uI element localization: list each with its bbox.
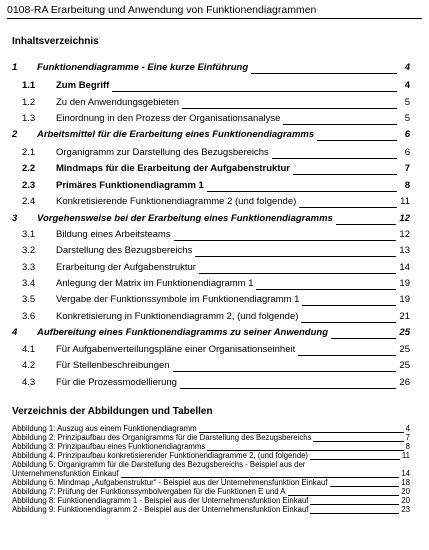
leader-line (283, 124, 397, 125)
toc-entry-number: 1 (12, 62, 18, 73)
figure-entry-title: Abbildung 3: Prinzipaufbau eines Funktionendiagramms (12, 442, 206, 451)
toc-entry[interactable] (12, 245, 410, 258)
document-header: 0108-RA Erarbeitung und Anwendung von Funktionendiagrammen (7, 4, 422, 19)
toc-entry-number: 3.4 (22, 278, 36, 289)
toc-entry-title: Vorgehensweise bei der Erarbeitung eines Funktionendiagramms (37, 213, 333, 224)
leader-line (298, 355, 396, 356)
toc-entry[interactable] (12, 278, 410, 291)
toc-entry[interactable] (12, 129, 410, 142)
leader-line (251, 73, 397, 74)
toc-entry-page: 25 (399, 360, 410, 371)
toc-entry[interactable] (12, 147, 410, 160)
leader-line (199, 273, 396, 274)
toc-entry-number: 2.4 (22, 196, 36, 207)
figure-entry-title: Abbildung 2: Prinzipaufbau des Organigramms für die Darstellung des Bezugsbereichs (12, 433, 312, 442)
toc-entry-title: Für die Prozessmodellierung (56, 377, 177, 388)
toc-entry[interactable] (12, 229, 410, 242)
toc-entry-page: 7 (404, 163, 410, 174)
leader-line (272, 158, 397, 159)
toc-entry-number: 2.3 (22, 180, 36, 191)
toc-entry-page: 13 (399, 245, 410, 256)
leader-line (310, 504, 399, 505)
toc-entry[interactable] (12, 163, 410, 176)
figure-entry-page: 7 (405, 433, 410, 442)
toc-entry-title: Darstellung des Bezugsbereichs (56, 245, 193, 256)
figure-entry-page: 11 (401, 451, 410, 460)
leader-line (313, 441, 403, 442)
figure-entry-page: 20 (401, 487, 410, 496)
toc-entry-title: Einordnung in den Prozess der Organisationsanalyse (56, 113, 281, 124)
figure-entry-title: Abbildung 4: Prinzipaufbau konkretisierender Funktionendiagramme 2, (und folgende) (12, 451, 309, 460)
toc-entry-page: 21 (399, 311, 410, 322)
toc-entry-title: Erarbeitung der Aufgabenstruktur (56, 262, 196, 273)
toc-entry[interactable] (12, 180, 410, 193)
figure-entry-title: Abbildung 1: Auszug aus einem Funktionendiagramm (12, 424, 197, 433)
figure-entry-title: Abbildung 9: Funktionendiagramm 2 - Beispiel aus der Unternehmensfunktion Einkauf (12, 505, 309, 514)
toc-entry[interactable] (12, 80, 410, 93)
leader-line (302, 305, 396, 306)
toc-entry-page: 19 (399, 278, 410, 289)
toc-entry-page: 14 (399, 262, 410, 273)
toc-entry-title: Konkretisierung in Funktionendiagramm 2, (und folgende) (56, 311, 299, 322)
figure-entry-page: 18 (401, 478, 410, 487)
figure-entry-title: Abbildung 5: Organigramm für die Darstellung des Bezugsbereichs - Beispiel aus der (12, 460, 306, 469)
leader-line (310, 513, 399, 514)
leader-line (336, 224, 397, 225)
toc-entry-number: 1.2 (22, 97, 36, 108)
toc-entry-page: 12 (399, 213, 410, 224)
figure-entry-page: 4 (405, 424, 410, 433)
toc-entry[interactable] (12, 262, 410, 275)
toc-entry[interactable] (12, 62, 410, 75)
leader-line (174, 240, 397, 241)
leader-line (195, 256, 396, 257)
toc-entry-number: 4 (12, 327, 18, 338)
toc-entry-number: 3.6 (22, 311, 36, 322)
leader-line (317, 140, 397, 141)
toc-entry[interactable] (12, 294, 410, 307)
toc-entry-title: Organigramm zur Darstellung des Bezugsbereichs (56, 147, 269, 158)
toc-entry-page: 5 (404, 113, 410, 124)
toc-entry-title: Bildung eines Arbeitsteams (56, 229, 171, 240)
leader-line (173, 371, 397, 372)
leader-line (330, 486, 400, 487)
toc-entry-number: 2.1 (22, 147, 36, 158)
toc-entry-number: 4.2 (22, 360, 36, 371)
figures-heading: Verzeichnis der Abbildungen und Tabellen (12, 406, 213, 417)
leader-line (310, 459, 400, 460)
toc-entry-title: Zum Begriff (56, 80, 110, 91)
toc-entry-number: 3.3 (22, 262, 36, 273)
figure-entry-page: 8 (405, 442, 410, 451)
toc-entry-title: Für Stellenbeschreibungen (56, 360, 170, 371)
toc-entry-title: Primäres Funktionendiagramm 1 (56, 180, 204, 191)
toc-entry-title: Anlegung der Matrix im Funktionendiagramm 1 (56, 278, 254, 289)
toc-entry-number: 3.2 (22, 245, 36, 256)
toc-entry-page: 4 (404, 80, 410, 91)
figure-entry-page: 14 (401, 468, 410, 478)
figure-entry-title-continued: Unternehmensfunktion Einkauf (12, 468, 119, 478)
toc-entry-title: Funktionendiagramme - Eine kurze Einführung (37, 62, 249, 73)
toc-entry-number: 2.2 (22, 163, 36, 174)
toc-entry-title: Zu den Anwendungsgebieten (56, 97, 180, 108)
figure-entry-title: Abbildung 8: Funktionendiagramm 1 - Beispiel aus der Unternehmensfunktion Einkauf (12, 496, 309, 505)
toc-entry[interactable] (12, 360, 410, 373)
toc-entry-number: 3.1 (22, 229, 36, 240)
toc-entry[interactable] (12, 327, 410, 340)
leader-line (182, 108, 397, 109)
toc-entry-page: 25 (399, 344, 410, 355)
toc-entry-page: 4 (404, 62, 410, 73)
toc-entry-page: 6 (404, 129, 410, 140)
toc-entry-page: 12 (399, 229, 410, 240)
toc-entry-number: 2 (12, 129, 18, 140)
toc-entry-title: Arbeitsmittel für die Erarbeitung eines Funktionendiagramms (37, 129, 315, 140)
figure-entry-title: Abbildung 7: Prüfung der Funktionssymbolvergaben für die Funktionen E und A (12, 487, 286, 496)
toc-entry-title: Für Aufgabenverteilungspläne einer Organisationseinheit (56, 344, 296, 355)
toc-entry[interactable] (12, 213, 410, 226)
figure-entry-page: 20 (401, 496, 410, 505)
leader-line (301, 322, 396, 323)
toc-entry-page: 25 (399, 327, 410, 338)
toc-entry[interactable] (12, 113, 410, 126)
figure-entry-page: 23 (401, 505, 410, 514)
toc-entry-page: 19 (399, 294, 410, 305)
figure-entry-title: Abbildung 6: Mindmap „Aufgabenstruktur“ - Beispiel aus der Unternehmensfunktion Einkauf (12, 478, 328, 487)
toc-entry-number: 3 (12, 213, 18, 224)
toc-entry-title: Konkretisierende Funktionendiagramme 2 (und folgende) (56, 196, 297, 207)
toc-entry[interactable] (12, 97, 410, 110)
toc-entry-number: 4.1 (22, 344, 36, 355)
toc-entry[interactable] (12, 344, 410, 357)
toc-entry[interactable] (12, 311, 410, 324)
toc-entry-title: Aufbereitung eines Funktionendiagramms zu seiner Anwendung (37, 327, 329, 338)
toc-entry-number: 3.5 (22, 294, 36, 305)
figure-entry[interactable] (12, 461, 410, 479)
leader-line (331, 338, 396, 339)
toc-entry-page: 8 (404, 180, 410, 191)
toc-entry-page: 5 (404, 97, 410, 108)
leader-line (256, 289, 396, 290)
leader-line (293, 174, 397, 175)
leader-line (180, 388, 397, 389)
toc-entry-title: Mindmaps für die Erarbeitung der Aufgabenstruktur (56, 163, 291, 174)
figure-entry[interactable] (12, 506, 410, 515)
toc-entry-page: 6 (404, 147, 410, 158)
toc-entry[interactable] (12, 377, 410, 390)
leader-line (299, 207, 397, 208)
toc-entry-number: 4.3 (22, 377, 36, 388)
toc-entry-title: Vergabe der Funktionssymbole im Funktionendiagramm 1 (56, 294, 300, 305)
toc-entry-page: 26 (399, 377, 410, 388)
toc-entry-number: 1.1 (22, 80, 36, 91)
toc-entry[interactable] (12, 196, 410, 209)
toc-entry-page: 11 (400, 196, 410, 207)
leader-line (207, 191, 397, 192)
leader-line (112, 91, 397, 92)
toc-heading: Inhaltsverzeichnis (12, 36, 99, 47)
toc-entry-number: 1.3 (22, 113, 36, 124)
